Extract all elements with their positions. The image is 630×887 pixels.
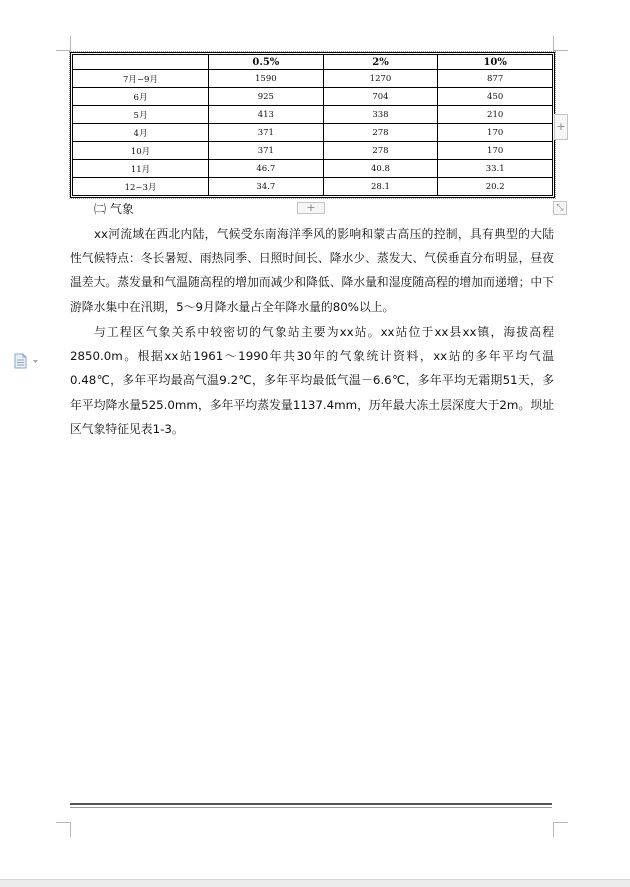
add-row-button[interactable]: + — [297, 202, 325, 214]
page-corner-bottom-left — [56, 822, 71, 837]
table-row — [73, 142, 553, 160]
table-cell[interactable]: 6月 — [73, 88, 209, 106]
table-header-row — [73, 55, 553, 70]
table-cell[interactable]: 338 — [323, 106, 438, 124]
table-cell[interactable]: 34.7 — [209, 178, 324, 196]
table-row — [73, 178, 553, 196]
document-page-icon — [13, 353, 43, 369]
table-cell[interactable]: 1270 — [323, 70, 438, 88]
table-cell[interactable]: 704 — [323, 88, 438, 106]
table-cell[interactable]: 170 — [438, 142, 553, 160]
table-cell[interactable]: 7月~9月 — [73, 70, 209, 88]
paragraph-climate-overview: xx河流域在西北内陆，气候受东南海洋季风的影响和蒙古高压的控制，具有典型的大陆性气候特点：冬长暑短、雨热同季、日照时间长、降水少、蒸发大、气侯垂直分布明显，昼夜温差大。蒸发量和气温随高程的增加而减少和降低、降水量和湿度随高程的增加而递增；中下游降水集中在汛期，5～9月降水量占全年降水量的80%以上。 — [70, 227, 554, 314]
table-header-cell[interactable]: 2% — [323, 55, 438, 70]
table-cell[interactable]: 46.7 — [209, 160, 324, 178]
add-column-button[interactable]: + — [554, 114, 568, 140]
table-row — [73, 160, 553, 178]
data-table-container[interactable] — [70, 52, 555, 198]
table-cell[interactable]: 4月 — [73, 124, 209, 142]
table-cell[interactable]: 210 — [438, 106, 553, 124]
table-cell[interactable]: 278 — [323, 124, 438, 142]
table-row — [73, 106, 553, 124]
document-options-icon[interactable] — [13, 353, 43, 369]
table-resize-handle[interactable]: ⤡ — [553, 201, 567, 215]
table-cell[interactable]: 12~3月 — [73, 178, 209, 196]
data-table[interactable] — [72, 54, 553, 196]
page-corner-top-right — [553, 36, 568, 51]
table-cell[interactable]: 28.1 — [323, 178, 438, 196]
table-header-cell[interactable] — [73, 55, 209, 70]
section-heading: ㈡ 气象 — [94, 202, 134, 216]
paragraph-weather-station: 与工程区气象关系中较密切的气象站主要为xx站。xx站位于xx县xx镇，海拔高程2850.0m。根据xx站1961～1990年共30年的气象统计资料，xx站的多年平均气温0.48℃，多年平均最高气温9.2℃，多年平均最低气温－6.6℃，多年平均无霜期51天，多年平均降水量525.0mm，多年平均蒸发量1137.4mm，历年最大冻土层深度大于2m。坝址区气象特征见表1-3。 — [70, 325, 554, 436]
table-row — [73, 88, 553, 106]
page-corner-bottom-right — [553, 822, 568, 837]
table-row — [73, 70, 553, 88]
table-cell[interactable]: 450 — [438, 88, 553, 106]
table-cell[interactable]: 925 — [209, 88, 324, 106]
table-cell[interactable]: 40.8 — [323, 160, 438, 178]
footer-rule-thick — [70, 803, 552, 805]
table-cell[interactable]: 10月 — [73, 142, 209, 160]
table-cell[interactable]: 11月 — [73, 160, 209, 178]
table-cell[interactable]: 278 — [323, 142, 438, 160]
page-corner-top-left — [56, 36, 71, 51]
footer-rule-thin — [70, 807, 552, 808]
table-cell[interactable]: 20.2 — [438, 178, 553, 196]
table-cell[interactable]: 371 — [209, 124, 324, 142]
table-cell[interactable]: 413 — [209, 106, 324, 124]
table-cell[interactable]: 5月 — [73, 106, 209, 124]
table-cell[interactable]: 33.1 — [438, 160, 553, 178]
table-cell[interactable]: 371 — [209, 142, 324, 160]
table-header-cell[interactable]: 10% — [438, 55, 553, 70]
table-cell[interactable]: 877 — [438, 70, 553, 88]
table-row — [73, 124, 553, 142]
table-cell[interactable]: 1590 — [209, 70, 324, 88]
table-cell[interactable]: 170 — [438, 124, 553, 142]
table-header-cell[interactable]: 0.5% — [209, 55, 324, 70]
